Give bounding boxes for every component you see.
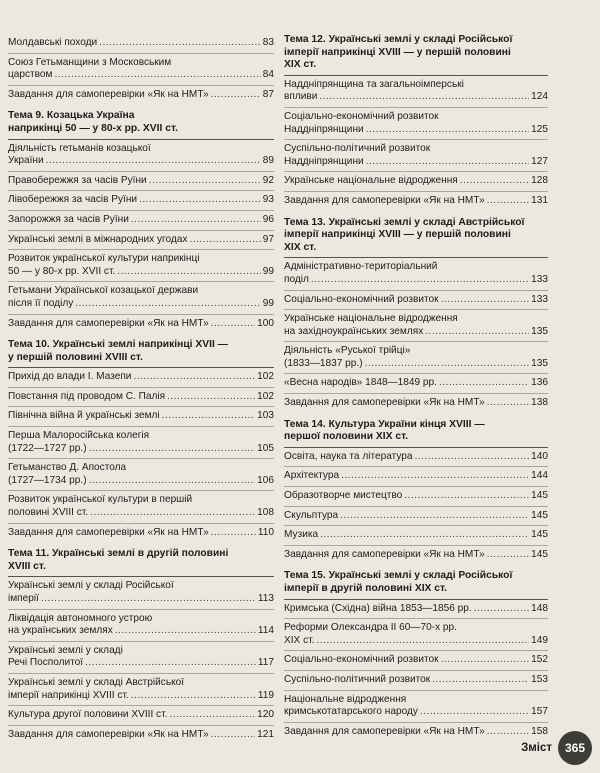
dot-leader bbox=[487, 397, 529, 410]
dot-leader bbox=[167, 391, 255, 404]
dot-leader bbox=[341, 470, 529, 483]
section-title-line: першої половини XIX ст. bbox=[284, 431, 409, 443]
entry-title-row bbox=[8, 709, 274, 722]
toc-entry bbox=[8, 282, 274, 314]
toc-entry bbox=[284, 108, 548, 140]
dot-leader bbox=[139, 194, 261, 207]
toc-entry bbox=[8, 191, 274, 211]
section-title bbox=[284, 570, 548, 599]
entry-title-line: Завдання для самоперевірки «Як на НМТ» bbox=[284, 725, 485, 737]
entry-page-number: 120 bbox=[257, 709, 274, 721]
entry-title-line: Соціально-економічний розвиток bbox=[284, 654, 439, 666]
toc-entry bbox=[8, 491, 274, 523]
entry-title-row bbox=[8, 37, 274, 50]
entry-title-row bbox=[8, 371, 274, 384]
entry-title-row bbox=[284, 91, 548, 104]
dot-leader bbox=[211, 89, 261, 102]
toc-entry bbox=[284, 448, 548, 468]
entry-title-line: (1722—1727 рр.) bbox=[8, 442, 87, 454]
entry-title-line: Адміністративно-територіальний bbox=[284, 261, 438, 273]
entry-page-number: 96 bbox=[262, 213, 274, 225]
entry-title-row bbox=[8, 318, 274, 331]
toc-entry bbox=[284, 619, 548, 651]
entry-title-line: на західноукраїнських землях bbox=[284, 325, 424, 337]
toc-entry bbox=[8, 726, 274, 745]
entry-title-line: Прихід до влади І. Мазепи bbox=[8, 371, 132, 383]
dot-leader bbox=[425, 326, 529, 339]
toc-entry bbox=[284, 374, 548, 394]
entry-page-number: 144 bbox=[531, 470, 548, 482]
entry-page-number: 158 bbox=[531, 725, 548, 737]
dot-leader bbox=[474, 603, 529, 616]
dot-leader bbox=[99, 37, 261, 50]
entry-page-number: 84 bbox=[262, 69, 274, 81]
entry-page-number: 99 bbox=[262, 297, 274, 309]
entry-title-row bbox=[284, 654, 548, 667]
section-title bbox=[8, 339, 274, 368]
dot-leader bbox=[115, 625, 256, 638]
toc-entry bbox=[284, 526, 548, 546]
entry-title-row bbox=[8, 194, 274, 207]
entry-title-line: царством bbox=[8, 69, 53, 81]
entry-title-line: (1727—1734 рр.) bbox=[8, 474, 87, 486]
entry-title-line: Завдання для самоперевірки «Як на НМТ» bbox=[8, 526, 209, 538]
entry-title-line: Наддніпрянщина та загальноімперські bbox=[284, 78, 464, 90]
entry-page-number: 105 bbox=[257, 442, 274, 454]
dot-leader bbox=[487, 549, 529, 562]
entry-page-number: 89 bbox=[262, 155, 274, 167]
entry-page-number: 135 bbox=[531, 325, 548, 337]
toc-entry bbox=[8, 250, 274, 282]
entry-title-row bbox=[8, 89, 274, 102]
dot-leader bbox=[319, 91, 529, 104]
entry-title-line: впливи bbox=[284, 91, 318, 103]
toc-entry bbox=[284, 192, 548, 211]
entry-title-row bbox=[284, 451, 548, 464]
entry-title-line: Наддніпрянщини bbox=[284, 155, 364, 167]
entry-page-number: 157 bbox=[531, 706, 548, 718]
entry-title-line: Українське національне відродження bbox=[284, 313, 458, 325]
entry-title-row bbox=[284, 358, 548, 371]
entry-page-number: 103 bbox=[257, 410, 274, 422]
section-title-line: наприкінці 50 — у 80-х рр. XVII ст. bbox=[8, 122, 178, 134]
entry-title-row bbox=[284, 470, 548, 483]
entry-page-number: 119 bbox=[257, 689, 274, 701]
dot-leader bbox=[460, 175, 529, 188]
toc-entry bbox=[284, 507, 548, 527]
entry-page-number: 148 bbox=[531, 602, 548, 614]
entry-page-number: 108 bbox=[257, 507, 274, 519]
section-title bbox=[284, 419, 548, 448]
entry-page-number: 121 bbox=[257, 728, 274, 740]
entry-title-line: Завдання для самоперевірки «Як на НМТ» bbox=[284, 548, 485, 560]
entry-title-line: Діяльність гетьманів козацької bbox=[8, 142, 151, 154]
entry-title-line: Молдавські походи bbox=[8, 37, 98, 48]
entry-page-number: 136 bbox=[531, 377, 548, 389]
entry-title-line: Діяльність «Руської трійці» bbox=[284, 345, 411, 357]
entry-title-line: Правобережжя за часів Руїни bbox=[8, 174, 147, 186]
dot-leader bbox=[133, 371, 255, 384]
footer-section-label: Зміст bbox=[521, 742, 552, 754]
entry-title-line: Кримська (Східна) війна 1853—1856 рр. bbox=[284, 602, 472, 614]
entry-title-row bbox=[8, 234, 274, 247]
toc-section bbox=[284, 419, 548, 565]
dot-leader bbox=[211, 527, 256, 540]
entry-page-number: 87 bbox=[262, 88, 274, 100]
entry-title-row bbox=[8, 443, 274, 456]
toc-left-column bbox=[8, 34, 274, 750]
dot-leader bbox=[366, 124, 529, 137]
entry-title-line: імперії bbox=[8, 593, 39, 604]
entry-title-line: Суспільно-політичний розвиток bbox=[284, 673, 431, 685]
dot-leader bbox=[41, 593, 256, 606]
section-title bbox=[8, 548, 274, 577]
entry-page-number: 127 bbox=[531, 155, 548, 167]
entry-title-line: Українські землі у складі bbox=[8, 644, 123, 656]
entry-title-line: XIX ст. bbox=[284, 634, 315, 646]
entry-title-line: Ліквідація автономного устрою bbox=[8, 612, 153, 624]
entry-title-row bbox=[8, 155, 274, 168]
toc-entry bbox=[8, 427, 274, 459]
dot-leader bbox=[131, 214, 261, 227]
entry-title-row bbox=[284, 674, 548, 687]
entry-title-row bbox=[8, 657, 274, 670]
toc-entry bbox=[284, 487, 548, 507]
entry-page-number: 113 bbox=[257, 593, 274, 604]
toc-entry bbox=[284, 546, 548, 565]
entry-title-row bbox=[284, 175, 548, 188]
entry-title-line: Запорожжя за часів Руїни bbox=[8, 213, 129, 225]
dot-leader bbox=[441, 654, 530, 667]
entry-page-number: 97 bbox=[262, 233, 274, 245]
entry-title-line: «Весна народів» 1848—1849 рр. bbox=[284, 377, 437, 389]
entry-title-line: Гетьманство Д. Апостола bbox=[8, 462, 127, 474]
entry-title-line: Північна війна й українські землі bbox=[8, 410, 160, 422]
entry-page-number: 83 bbox=[262, 37, 274, 48]
toc-entry bbox=[284, 172, 548, 192]
toc-entry bbox=[284, 467, 548, 487]
entry-title-row bbox=[284, 635, 548, 648]
entry-title-line: 50 — у 80-х рр. XVII ст. bbox=[8, 265, 116, 277]
toc-entry bbox=[284, 310, 548, 342]
dot-leader bbox=[415, 451, 530, 464]
dot-leader bbox=[432, 674, 529, 687]
entry-title-row bbox=[8, 175, 274, 188]
entry-title-line: Завдання для самоперевірки «Як на НМТ» bbox=[8, 317, 209, 329]
toc-entry bbox=[8, 231, 274, 251]
entry-title-line: Наддніпрянщини bbox=[284, 123, 364, 135]
section-title-line: Тема 9. Козацька Україна bbox=[8, 110, 135, 122]
entry-page-number: 125 bbox=[531, 123, 548, 135]
toc-right-column bbox=[284, 34, 548, 747]
entry-title-line: Соціально-економічний розвиток bbox=[284, 293, 439, 305]
entry-title-row bbox=[8, 298, 274, 311]
dot-leader bbox=[320, 529, 529, 542]
entry-page-number: 92 bbox=[262, 174, 274, 186]
entry-title-line: Завдання для самоперевірки «Як на НМТ» bbox=[8, 88, 209, 100]
dot-leader bbox=[340, 510, 529, 523]
toc-entry bbox=[284, 394, 548, 413]
entry-title-line: Скульптура bbox=[284, 509, 339, 521]
dot-leader bbox=[89, 443, 256, 456]
entry-title-row bbox=[284, 294, 548, 307]
toc-entry bbox=[8, 315, 274, 334]
entry-page-number: 106 bbox=[257, 474, 274, 486]
entry-title-row bbox=[8, 475, 274, 488]
entry-title-row bbox=[8, 214, 274, 227]
toc-entry bbox=[8, 54, 274, 86]
entry-title-row bbox=[284, 529, 548, 542]
section-title-line: імперії наприкінці XVIII — у першій половині bbox=[284, 229, 511, 241]
dot-leader bbox=[211, 318, 255, 331]
section-title-line: Тема 13. Українські землі у складі Австрійської bbox=[284, 216, 525, 228]
section-title-line: XIX ст. bbox=[284, 59, 317, 71]
entry-title-line: Українські землі в міжнародних угодах bbox=[8, 233, 188, 245]
entry-title-line: Національне відродження bbox=[284, 693, 407, 705]
dot-leader bbox=[311, 274, 529, 287]
toc-entry bbox=[284, 258, 548, 290]
section-title-line: імперії наприкінці XVIII — у першій половині bbox=[284, 46, 511, 58]
entry-title-line: імперії наприкінці XVIII ст. bbox=[8, 689, 129, 701]
entry-title-row bbox=[284, 706, 548, 719]
section-title-line: Тема 11. Українські землі в другій половині bbox=[8, 548, 229, 560]
entry-title-row bbox=[8, 593, 274, 606]
entry-page-number: 140 bbox=[531, 450, 548, 462]
entry-page-number: 152 bbox=[531, 654, 548, 666]
entry-page-number: 93 bbox=[262, 194, 274, 206]
toc-entry bbox=[284, 140, 548, 172]
toc-section bbox=[284, 570, 548, 741]
entry-title-line: Речі Посполитої bbox=[8, 657, 84, 669]
dot-leader bbox=[211, 729, 255, 742]
entry-page-number: 117 bbox=[257, 657, 274, 669]
section-title bbox=[8, 110, 274, 139]
entry-title-line: Лівобережжя за часів Руїни bbox=[8, 194, 138, 206]
entry-title-line: половині XVIII ст. bbox=[8, 507, 89, 519]
entry-title-row bbox=[284, 326, 548, 339]
entry-title-line: Суспільно-політичний розвиток bbox=[284, 143, 431, 155]
entry-title-row bbox=[8, 527, 274, 540]
entry-title-line: Українські землі у складі Російської bbox=[8, 580, 174, 592]
section-title-line: Тема 15. Українські землі у складі Російської bbox=[284, 570, 513, 582]
dot-leader bbox=[75, 298, 261, 311]
entry-title-line: Перша Малоросійська колегія bbox=[8, 430, 150, 442]
entry-page-number: 128 bbox=[531, 175, 548, 187]
entry-page-number: 131 bbox=[531, 194, 548, 206]
entry-page-number: 102 bbox=[257, 390, 274, 402]
section-title-line: XIX ст. bbox=[284, 241, 317, 253]
entry-page-number: 153 bbox=[531, 673, 548, 685]
entry-page-number: 99 bbox=[262, 265, 274, 277]
toc-section bbox=[284, 217, 548, 413]
toc-entry bbox=[8, 172, 274, 192]
dot-leader bbox=[149, 175, 261, 188]
toc-entry bbox=[8, 368, 274, 388]
toc-entry bbox=[8, 706, 274, 726]
entry-title-line: Гетьмани Української козацької держави bbox=[8, 285, 199, 297]
entry-title-row bbox=[8, 625, 274, 638]
entry-title-line: Завдання для самоперевірки «Як на НМТ» bbox=[284, 397, 485, 409]
toc-entry bbox=[284, 723, 548, 742]
entry-title-row bbox=[284, 156, 548, 169]
dot-leader bbox=[85, 657, 256, 670]
toc-entry bbox=[8, 610, 274, 642]
dot-leader bbox=[189, 234, 260, 247]
toc-entry bbox=[284, 600, 548, 620]
toc-entry bbox=[284, 342, 548, 374]
toc-entry bbox=[8, 407, 274, 427]
entry-page-number: 133 bbox=[531, 273, 548, 285]
section-title bbox=[284, 34, 548, 76]
toc-entry bbox=[284, 76, 548, 108]
entry-page-number: 102 bbox=[257, 371, 274, 383]
dot-leader bbox=[365, 358, 530, 371]
toc-entry bbox=[8, 642, 274, 674]
toc-entry bbox=[8, 86, 274, 105]
entry-title-line: Українське національне відродження bbox=[284, 175, 458, 187]
entry-page-number: 145 bbox=[531, 509, 548, 521]
toc-entry bbox=[284, 691, 548, 723]
toc-section bbox=[8, 339, 274, 542]
entry-title-line: України bbox=[8, 155, 44, 167]
entry-title-row bbox=[8, 266, 274, 279]
toc-entry bbox=[284, 671, 548, 691]
entry-page-number: 124 bbox=[531, 91, 548, 103]
dot-leader bbox=[46, 155, 261, 168]
toc-section bbox=[8, 548, 274, 744]
dot-leader bbox=[404, 490, 529, 503]
toc-entry bbox=[284, 651, 548, 671]
toc-entry bbox=[8, 577, 274, 609]
entry-title-line: Освіта, наука та література bbox=[284, 450, 413, 462]
dot-leader bbox=[420, 706, 529, 719]
section-title-line: Тема 14. Культура України кінця XVIII — bbox=[284, 418, 485, 430]
entry-title-line: Завдання для самоперевірки «Як на НМТ» bbox=[284, 194, 485, 206]
dot-leader bbox=[441, 294, 530, 307]
toc-entry bbox=[8, 524, 274, 543]
entry-title-line: кримськотатарського народу bbox=[284, 706, 418, 718]
entry-title-row bbox=[284, 195, 548, 208]
entry-title-row bbox=[284, 124, 548, 137]
entry-title-row bbox=[8, 410, 274, 423]
entry-title-line: Розвиток української культури в першій bbox=[8, 494, 193, 506]
section-title-line: у першій половині XVIII ст. bbox=[8, 351, 143, 363]
entry-title-line: Культура другої половини XVIII ст. bbox=[8, 709, 168, 721]
entry-title-row bbox=[284, 510, 548, 523]
entry-title-row bbox=[8, 507, 274, 520]
dot-leader bbox=[117, 266, 260, 279]
dot-leader bbox=[487, 195, 529, 208]
entry-title-row bbox=[284, 397, 548, 410]
entry-title-line: (1833—1837 рр.) bbox=[284, 357, 363, 369]
entry-title-row bbox=[284, 549, 548, 562]
entry-title-row bbox=[8, 690, 274, 703]
dot-leader bbox=[131, 690, 256, 703]
section-title bbox=[284, 217, 548, 259]
entry-title-line: Реформи Олександра II 60—70-х рр. bbox=[284, 622, 457, 634]
entry-page-number: 100 bbox=[257, 317, 274, 329]
entry-title-line: Завдання для самоперевірки «Як на НМТ» bbox=[8, 728, 209, 740]
section-title-line: Тема 12. Українські землі у складі Російської bbox=[284, 34, 513, 45]
dot-leader bbox=[366, 156, 529, 169]
entry-title-row bbox=[284, 603, 548, 616]
entry-title-line: Союз Гетьманщини з Московським bbox=[8, 56, 172, 68]
section-title-line: XVIII ст. bbox=[8, 560, 46, 572]
entry-title-line: Повстання під проводом С. Палія bbox=[8, 390, 166, 402]
toc-entry bbox=[8, 211, 274, 231]
entry-title-line: Музика bbox=[284, 529, 319, 541]
entry-title-line: Архітектура bbox=[284, 470, 340, 482]
toc-entry bbox=[8, 140, 274, 172]
entry-title-row bbox=[8, 391, 274, 404]
toc-section bbox=[8, 34, 274, 104]
entry-page-number: 145 bbox=[531, 490, 548, 502]
page-number-badge: 365 bbox=[558, 731, 592, 765]
entry-page-number: 149 bbox=[531, 634, 548, 646]
dot-leader bbox=[169, 709, 255, 722]
entry-title-row bbox=[284, 726, 548, 739]
entry-title-line: поділ bbox=[284, 273, 309, 285]
entry-page-number: 114 bbox=[257, 625, 274, 637]
entry-title-row bbox=[284, 274, 548, 287]
entry-title-line: Українські землі у складі Австрійської bbox=[8, 676, 185, 688]
toc-entry bbox=[8, 34, 274, 54]
entry-title-line: Соціально-економічний розвиток bbox=[284, 110, 439, 122]
entry-title-line: після її поділу bbox=[8, 297, 74, 309]
page-footer bbox=[521, 731, 592, 765]
toc-section bbox=[8, 110, 274, 333]
entry-title-row bbox=[8, 69, 274, 82]
section-title-line: Тема 10. Українські землі наприкінці XVII — bbox=[8, 339, 228, 351]
dot-leader bbox=[439, 377, 529, 390]
entry-page-number: 135 bbox=[531, 357, 548, 369]
toc-entry bbox=[284, 291, 548, 311]
toc-section bbox=[284, 34, 548, 211]
entry-page-number: 145 bbox=[531, 529, 548, 541]
entry-title-line: Розвиток української культури наприкінці bbox=[8, 253, 200, 265]
dot-leader bbox=[89, 475, 256, 488]
toc-entry bbox=[8, 388, 274, 408]
dot-leader bbox=[162, 410, 256, 423]
toc-entry bbox=[8, 459, 274, 491]
entry-title-row bbox=[284, 490, 548, 503]
entry-title-row bbox=[284, 377, 548, 390]
entry-page-number: 145 bbox=[531, 548, 548, 560]
toc-entry bbox=[8, 674, 274, 706]
entry-page-number: 133 bbox=[531, 293, 548, 305]
entry-title-line: на українських землях bbox=[8, 625, 113, 637]
entry-page-number: 138 bbox=[531, 397, 548, 409]
section-title-line: імперії в другій половині XIX ст. bbox=[284, 583, 448, 594]
entry-page-number: 110 bbox=[257, 526, 274, 538]
dot-leader bbox=[90, 507, 255, 520]
entry-title-line: Образотворче мистецтво bbox=[284, 490, 403, 502]
dot-leader bbox=[316, 635, 529, 648]
entry-title-row bbox=[8, 729, 274, 742]
dot-leader bbox=[54, 69, 260, 82]
